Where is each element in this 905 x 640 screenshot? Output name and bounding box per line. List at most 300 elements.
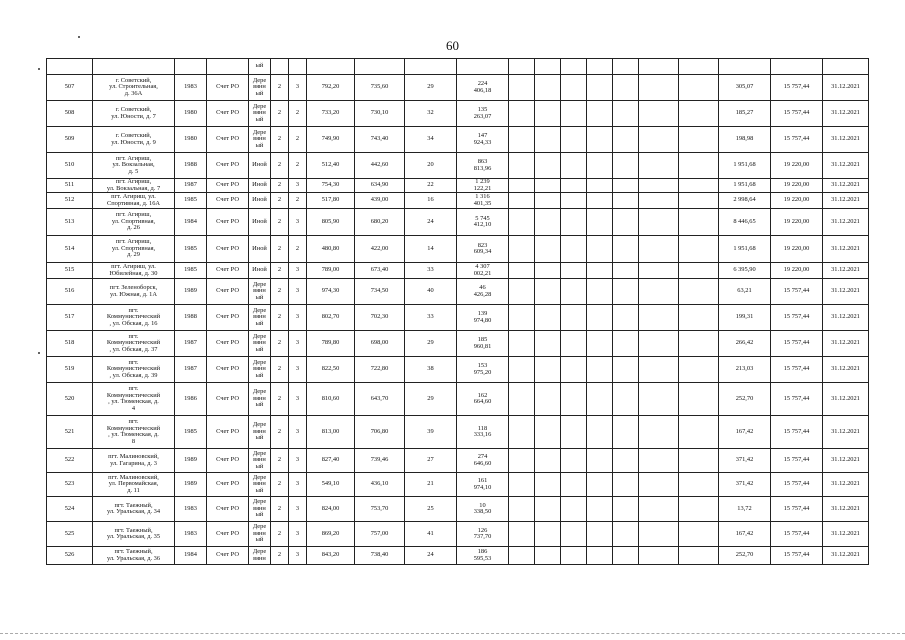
total-area-cell: 754,30 — [307, 179, 355, 193]
row-number-cell: 524 — [47, 497, 93, 522]
empty-cell — [509, 153, 535, 179]
empty-cell — [535, 263, 561, 279]
empty-cell — [587, 449, 613, 473]
specific-cost-cell: 63,21 — [719, 279, 771, 305]
living-area-cell: 698,00 — [355, 331, 405, 357]
fund-method-cell: Счет РО — [207, 416, 249, 449]
fund-method-cell: Счет РО — [207, 522, 249, 547]
deadline-cell: 31.12.2021 — [823, 305, 869, 331]
floors-cell: 2 — [271, 383, 289, 416]
entrances-cell: 3 — [289, 416, 307, 449]
fund-method-cell: Счет РО — [207, 209, 249, 236]
specific-cost-cell: 198,98 — [719, 127, 771, 153]
cost-cell: 863 813,96 — [457, 153, 509, 179]
specific-cost-cell: 6 395,90 — [719, 263, 771, 279]
year-cell: 1987 — [175, 179, 207, 193]
empty-cell — [613, 75, 639, 101]
row-number-cell: 512 — [47, 193, 93, 209]
address-cell: пгт. Коммунистический , ул. Тюменская, д. 8 — [93, 416, 175, 449]
address-cell: пгт. Коммунистический , ул. Обская, д. 37 — [93, 331, 175, 357]
year-cell: 1980 — [175, 101, 207, 127]
specific-cost-cell: 1 951,68 — [719, 153, 771, 179]
residents-cell: 25 — [405, 497, 457, 522]
entrances-cell: 3 — [289, 209, 307, 236]
max-cost-cell: 15 757,44 — [771, 127, 823, 153]
specific-cost-cell: 305,07 — [719, 75, 771, 101]
empty-cell — [509, 473, 535, 497]
year-cell: 1989 — [175, 473, 207, 497]
residents-cell: 29 — [405, 331, 457, 357]
total-area-cell: 512,40 — [307, 153, 355, 179]
living-area-cell: 738,40 — [355, 547, 405, 565]
total-area-cell: 749,90 — [307, 127, 355, 153]
deadline-cell: 31.12.2021 — [823, 179, 869, 193]
living-area-cell: 734,50 — [355, 279, 405, 305]
cost-cell: 153 975,20 — [457, 357, 509, 383]
address-cell: г. Советский, ул. Юности, д. 7 — [93, 101, 175, 127]
residents-cell: 21 — [405, 473, 457, 497]
deadline-cell: 31.12.2021 — [823, 75, 869, 101]
year-cell: 1984 — [175, 547, 207, 565]
year-cell: 1986 — [175, 383, 207, 416]
specific-cost-cell: 2 998,64 — [719, 193, 771, 209]
deadline-cell: 31.12.2021 — [823, 547, 869, 565]
empty-cell — [587, 209, 613, 236]
total-area-cell: 824,00 — [307, 497, 355, 522]
address-cell: пгт. Коммунистический , ул. Тюменская, д. 4 — [93, 383, 175, 416]
empty-cell — [679, 236, 719, 263]
specific-cost-cell: 371,42 — [719, 449, 771, 473]
address-cell: пгт. Коммунистический , ул. Обская, д. 39 — [93, 357, 175, 383]
living-area-cell: 753,70 — [355, 497, 405, 522]
residents-cell: 33 — [405, 305, 457, 331]
empty-cell — [679, 416, 719, 449]
empty-cell — [561, 305, 587, 331]
total-area-cell: 810,60 — [307, 383, 355, 416]
empty-cell — [561, 497, 587, 522]
year-cell: 1980 — [175, 127, 207, 153]
empty-cell — [535, 522, 561, 547]
empty-cell — [613, 263, 639, 279]
cost-cell: 4 307 002,21 — [457, 263, 509, 279]
register-body — [47, 59, 869, 565]
empty-cell — [587, 101, 613, 127]
year-cell: 1988 — [175, 305, 207, 331]
max-cost-cell: 15 757,44 — [771, 331, 823, 357]
empty-cell — [561, 193, 587, 209]
empty-cell — [639, 547, 679, 565]
empty-cell — [561, 209, 587, 236]
empty-cell — [679, 383, 719, 416]
empty-cell — [535, 449, 561, 473]
total-area-cell: 869,20 — [307, 522, 355, 547]
address-cell: пгт. Малиновский, ул. Первомайская, д. 11 — [93, 473, 175, 497]
row-number-cell: 517 — [47, 305, 93, 331]
fund-method-cell: Счет РО — [207, 305, 249, 331]
empty-cell — [639, 153, 679, 179]
entrances-cell: 3 — [289, 263, 307, 279]
year-cell: 1985 — [175, 193, 207, 209]
empty-cell — [587, 179, 613, 193]
wall-material-cell: Дере вянн ый — [249, 449, 271, 473]
empty-cell — [639, 383, 679, 416]
empty-cell — [613, 153, 639, 179]
empty-cell — [639, 127, 679, 153]
max-cost-cell: 19 220,00 — [771, 193, 823, 209]
empty-cell — [561, 331, 587, 357]
entrances-cell: 3 — [289, 179, 307, 193]
floors-cell: 2 — [271, 497, 289, 522]
floors-cell: 2 — [271, 331, 289, 357]
table-row — [47, 497, 869, 522]
row-number-cell: 513 — [47, 209, 93, 236]
max-cost-cell: 15 757,44 — [771, 522, 823, 547]
empty-cell — [613, 179, 639, 193]
living-area-cell: 706,80 — [355, 416, 405, 449]
residents-cell: 32 — [405, 101, 457, 127]
empty-cell — [613, 522, 639, 547]
floors-cell: 2 — [271, 279, 289, 305]
max-cost-cell: 15 757,44 — [771, 473, 823, 497]
empty-cell — [509, 305, 535, 331]
total-area-cell: 822,50 — [307, 357, 355, 383]
empty-cell — [613, 473, 639, 497]
specific-cost-cell: 185,27 — [719, 101, 771, 127]
total-area-cell: 789,00 — [307, 263, 355, 279]
cost-cell: 1 239 122,21 — [457, 179, 509, 193]
entrances-cell: 3 — [289, 473, 307, 497]
year-cell: 1988 — [175, 153, 207, 179]
empty-cell — [535, 236, 561, 263]
empty-cell — [509, 522, 535, 547]
page-number: 60 — [446, 38, 459, 53]
address-cell: пгт. Агириш, ул. Вокзальная, д. 7 — [93, 179, 175, 193]
empty-cell — [587, 153, 613, 179]
specific-cost-cell: 199,31 — [719, 305, 771, 331]
empty-cell — [679, 75, 719, 101]
wall-material-cell: Дере вянн ый — [249, 101, 271, 127]
empty-cell — [509, 127, 535, 153]
empty-cell — [587, 383, 613, 416]
floors-cell: 2 — [271, 75, 289, 101]
max-cost-cell: 15 757,44 — [771, 449, 823, 473]
table-row — [47, 449, 869, 473]
wall-material-cell: Иной — [249, 193, 271, 209]
floors-cell: 2 — [271, 357, 289, 383]
table-row — [47, 473, 869, 497]
empty-cell — [613, 193, 639, 209]
year-cell: 1983 — [175, 497, 207, 522]
max-cost-cell: 15 757,44 — [771, 497, 823, 522]
floors-cell: 2 — [271, 236, 289, 263]
table-row — [47, 383, 869, 416]
empty-cell — [679, 279, 719, 305]
empty-cell — [679, 331, 719, 357]
entrances-cell: 3 — [289, 279, 307, 305]
address-cell: пгт. Агириш, ул. Спортивная, д. 26 — [93, 209, 175, 236]
specific-cost-cell: 13,72 — [719, 497, 771, 522]
deadline-cell: 31.12.2021 — [823, 263, 869, 279]
table-row — [47, 331, 869, 357]
empty-cell — [613, 279, 639, 305]
row-number-cell: 525 — [47, 522, 93, 547]
empty-cell — [613, 209, 639, 236]
deadline-cell: 31.12.2021 — [823, 279, 869, 305]
fund-method-cell: Счет РО — [207, 193, 249, 209]
empty-cell — [679, 127, 719, 153]
floors-cell: 2 — [271, 101, 289, 127]
empty-cell — [679, 357, 719, 383]
empty-cell — [587, 547, 613, 565]
empty-cell — [679, 547, 719, 565]
year-cell: 1984 — [175, 209, 207, 236]
empty-cell — [679, 522, 719, 547]
deadline-cell: 31.12.2021 — [823, 522, 869, 547]
year-cell: 1985 — [175, 263, 207, 279]
wall-material-cell: Иной — [249, 209, 271, 236]
table-row-continued — [47, 59, 869, 75]
year-cell: 1989 — [175, 449, 207, 473]
empty-cell — [679, 305, 719, 331]
empty-cell — [679, 263, 719, 279]
address-cell: пгт. Таежный, ул. Уральская, д. 35 — [93, 522, 175, 547]
empty-cell — [613, 449, 639, 473]
table-row — [47, 209, 869, 236]
wall-material-cell: Дере вянн ый — [249, 473, 271, 497]
empty-cell — [535, 101, 561, 127]
empty-cell — [587, 331, 613, 357]
living-area-cell: 730,10 — [355, 101, 405, 127]
empty-cell — [587, 193, 613, 209]
empty-cell — [509, 547, 535, 565]
empty-cell — [535, 127, 561, 153]
entrances-cell: 3 — [289, 383, 307, 416]
residents-cell: 39 — [405, 416, 457, 449]
empty-cell — [587, 497, 613, 522]
entrances-cell: 3 — [289, 305, 307, 331]
address-cell: пгт. Агириш, ул. Спортивная, д. 29 — [93, 236, 175, 263]
empty-cell — [509, 383, 535, 416]
specific-cost-cell: 1 951,68 — [719, 236, 771, 263]
empty-cell — [561, 263, 587, 279]
deadline-cell: 31.12.2021 — [823, 473, 869, 497]
residents-cell: 16 — [405, 193, 457, 209]
empty-cell — [613, 305, 639, 331]
fund-method-cell: Счет РО — [207, 331, 249, 357]
empty-cell — [535, 331, 561, 357]
fund-method-cell: Счет РО — [207, 101, 249, 127]
total-area-cell: 549,10 — [307, 473, 355, 497]
year-cell: 1983 — [175, 75, 207, 101]
table-row — [47, 75, 869, 101]
entrances-cell: 3 — [289, 497, 307, 522]
empty-cell — [639, 179, 679, 193]
entrances-cell: 3 — [289, 547, 307, 565]
empty-cell — [561, 473, 587, 497]
year-cell: 1989 — [175, 279, 207, 305]
deadline-cell: 31.12.2021 — [823, 236, 869, 263]
cost-cell: 135 263,07 — [457, 101, 509, 127]
empty-cell — [535, 383, 561, 416]
living-area-cell: 735,60 — [355, 75, 405, 101]
cost-cell: 147 924,33 — [457, 127, 509, 153]
fund-method-cell: Счет РО — [207, 473, 249, 497]
entrances-cell: 3 — [289, 522, 307, 547]
residents-cell: 29 — [405, 383, 457, 416]
empty-cell — [535, 547, 561, 565]
row-number-cell: 510 — [47, 153, 93, 179]
empty-cell — [509, 449, 535, 473]
cost-cell: 5 745 412,10 — [457, 209, 509, 236]
empty-cell — [535, 357, 561, 383]
cost-cell: 224 406,18 — [457, 75, 509, 101]
empty-cell — [639, 209, 679, 236]
empty-cell — [639, 279, 679, 305]
row-number-cell: 526 — [47, 547, 93, 565]
empty-cell — [639, 75, 679, 101]
max-cost-cell: 15 757,44 — [771, 75, 823, 101]
address-cell: пгт. Таежный, ул. Уральская, д. 34 — [93, 497, 175, 522]
empty-cell — [561, 357, 587, 383]
floors-cell: 2 — [271, 209, 289, 236]
floors-cell: 2 — [271, 127, 289, 153]
empty-cell — [587, 263, 613, 279]
row-number-cell: 511 — [47, 179, 93, 193]
entrances-cell: 2 — [289, 236, 307, 263]
floors-cell: 2 — [271, 179, 289, 193]
address-cell: пгт. Таежный, ул. Уральская, д. 36 — [93, 547, 175, 565]
cost-cell: 186 595,53 — [457, 547, 509, 565]
row-number-cell: 514 — [47, 236, 93, 263]
entrances-cell: 2 — [289, 153, 307, 179]
wall-material-cell: Дере вянн ый — [249, 522, 271, 547]
specific-cost-cell: 167,42 — [719, 522, 771, 547]
empty-cell — [535, 193, 561, 209]
empty-cell — [509, 193, 535, 209]
empty-cell — [679, 209, 719, 236]
max-cost-cell: 15 757,44 — [771, 101, 823, 127]
empty-cell — [613, 383, 639, 416]
total-area-cell: 480,80 — [307, 236, 355, 263]
residents-cell: 22 — [405, 179, 457, 193]
entrances-cell: 3 — [289, 75, 307, 101]
empty-cell — [535, 416, 561, 449]
total-area-cell: 805,90 — [307, 209, 355, 236]
empty-cell — [561, 416, 587, 449]
table-row — [47, 179, 869, 193]
empty-cell — [587, 236, 613, 263]
wall-material-cell: Дере вянн — [249, 547, 271, 565]
deadline-cell: 31.12.2021 — [823, 383, 869, 416]
empty-cell — [561, 153, 587, 179]
empty-cell — [509, 75, 535, 101]
empty-cell — [639, 193, 679, 209]
empty-cell — [561, 522, 587, 547]
residents-cell: 20 — [405, 153, 457, 179]
fund-method-cell: Счет РО — [207, 357, 249, 383]
living-area-cell: 442,60 — [355, 153, 405, 179]
specific-cost-cell: 252,70 — [719, 383, 771, 416]
living-area-cell: 680,20 — [355, 209, 405, 236]
empty-cell — [535, 279, 561, 305]
address-cell: пгт. Агириш, ул. Вокзальная, д. 5 — [93, 153, 175, 179]
entrances-cell: 3 — [289, 449, 307, 473]
fund-method-cell: Счет РО — [207, 279, 249, 305]
fund-method-cell: Счет РО — [207, 383, 249, 416]
cost-cell: 46 426,28 — [457, 279, 509, 305]
year-cell: 1985 — [175, 416, 207, 449]
specific-cost-cell: 1 951,68 — [719, 179, 771, 193]
living-area-cell: 439,00 — [355, 193, 405, 209]
fund-method-cell: Счет РО — [207, 449, 249, 473]
address-cell: пгт. Коммунистический , ул. Обская, д. 16 — [93, 305, 175, 331]
empty-cell — [639, 473, 679, 497]
address-cell: пгт. Зеленоборск, ул. Южная, д. 1А — [93, 279, 175, 305]
empty-cell — [587, 522, 613, 547]
total-area-cell: 827,40 — [307, 449, 355, 473]
max-cost-cell: 15 757,44 — [771, 383, 823, 416]
specific-cost-cell: 371,42 — [719, 473, 771, 497]
deadline-cell: 31.12.2021 — [823, 127, 869, 153]
table-row — [47, 305, 869, 331]
table-row — [47, 279, 869, 305]
living-area-cell: 634,90 — [355, 179, 405, 193]
empty-cell — [561, 101, 587, 127]
table-row — [47, 522, 869, 547]
wall-material-cell: Дере вянн ый — [249, 497, 271, 522]
residents-cell: 34 — [405, 127, 457, 153]
empty-cell — [679, 473, 719, 497]
max-cost-cell: 15 757,44 — [771, 357, 823, 383]
empty-cell — [561, 236, 587, 263]
fund-method-cell: Счет РО — [207, 236, 249, 263]
cost-cell: 823 609,34 — [457, 236, 509, 263]
floors-cell: 2 — [271, 547, 289, 565]
empty-cell — [639, 416, 679, 449]
year-cell: 1983 — [175, 522, 207, 547]
empty-cell — [535, 75, 561, 101]
address-cell: г. Советский, ул. Строительная, д. 36А — [93, 75, 175, 101]
floors-cell: 2 — [271, 522, 289, 547]
living-area-cell: 643,70 — [355, 383, 405, 416]
max-cost-cell: 19 220,00 — [771, 179, 823, 193]
residents-cell: 33 — [405, 263, 457, 279]
max-cost-cell: 15 757,44 — [771, 305, 823, 331]
total-area-cell: 843,20 — [307, 547, 355, 565]
row-number-cell: 515 — [47, 263, 93, 279]
scan-dot — [38, 352, 40, 354]
cost-cell: 1 316 401,35 — [457, 193, 509, 209]
empty-cell — [639, 522, 679, 547]
cost-cell: 162 664,60 — [457, 383, 509, 416]
year-cell: 1987 — [175, 357, 207, 383]
living-area-cell: 722,80 — [355, 357, 405, 383]
fund-method-cell: Счет РО — [207, 179, 249, 193]
total-area-cell: 517,80 — [307, 193, 355, 209]
wall-material-cell: Иной — [249, 179, 271, 193]
residents-cell: 24 — [405, 209, 457, 236]
table-row — [47, 547, 869, 565]
empty-cell — [639, 236, 679, 263]
empty-cell — [535, 497, 561, 522]
empty-cell — [561, 383, 587, 416]
table-row — [47, 236, 869, 263]
wall-material-cell: Дере вянн ый — [249, 357, 271, 383]
row-number-cell: 519 — [47, 357, 93, 383]
empty-cell — [613, 497, 639, 522]
fund-method-cell: Счет РО — [207, 263, 249, 279]
empty-cell — [509, 209, 535, 236]
